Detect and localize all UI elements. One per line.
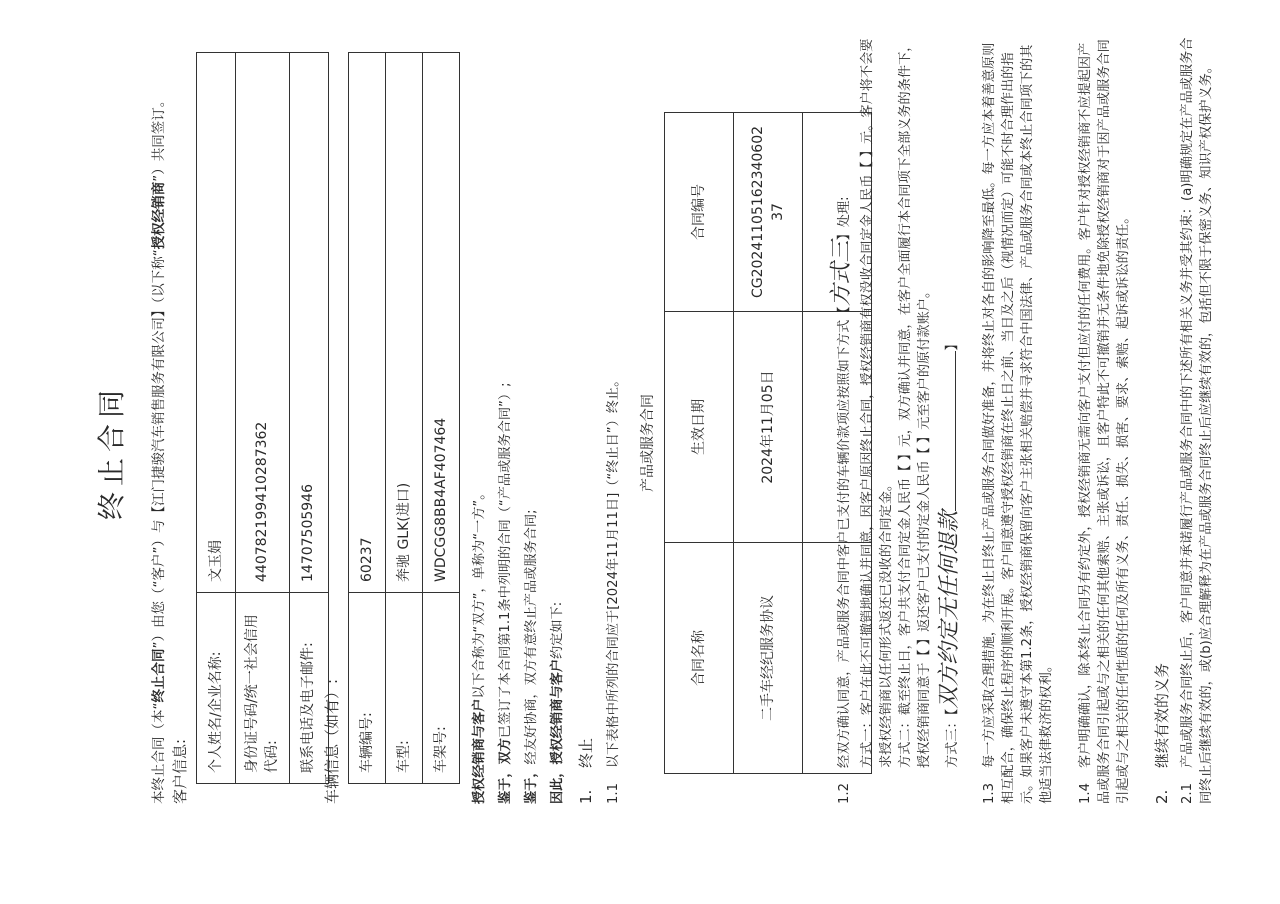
intro-text-2: ”）由您（“客户”）与【江门捷骏汽车销售服务有限公司】（以下称“ — [151, 249, 167, 649]
section-number: 2. — [1153, 789, 1171, 804]
vehicle-label-cell: 车架号: — [423, 593, 460, 784]
table-row — [289, 53, 328, 784]
clause-text: 经双方确认同意，产品或服务合同中客户已支付的车辆价款项应按照如下方式【 — [837, 306, 852, 768]
parties-bold: 鉴于，双方 — [498, 738, 513, 804]
table-caption-row — [632, 113, 665, 774]
option-3-label: 方式三：【 — [945, 708, 961, 768]
clause-text: 每一方应采取合理措施，为在终止日终止产品或服务合同做好准备，并将终止对各自的影响降至最低。每一方应本着善意原则相互配合，确保终止程序的顺利开展。客户同意遵守授权经销商在终止日之前、当日及之后（视情况而定）可能不时合理作出的指示。如果客户未遵守本第1.2条，授权经销商保留向客户主张相关赔偿并寻求符合中国法律、产品或服务合同或本终止合同项下的其他适当法律救济的权利。 — [982, 42, 1055, 804]
document-title: 终止合同 — [95, 384, 128, 521]
fill-in-line — [941, 351, 956, 511]
clause-1-2 — [826, 34, 966, 804]
parties-bold: 授权经销商与客户 — [472, 698, 487, 804]
clause-text: 以下表格中所列的合同应于[2024年11月11日]（“终止日”）终止。 — [606, 373, 621, 768]
table-cell: CG20241105162340602 37 — [734, 113, 803, 312]
parties-bold: 鉴于， — [524, 764, 539, 804]
parties-text: 已签订了本合同第1.1条中列明的合同（“产品或服务合同”）; — [498, 382, 513, 739]
intro-bold-2: 授权经销商 — [151, 181, 167, 250]
parties-text: 经友好协商，双方有意终止产品或服务合同; — [524, 509, 539, 765]
table-cell: 2024年11月05日 — [734, 312, 803, 543]
parties-line-1 — [470, 34, 489, 804]
clause-number: 2.1 — [1180, 783, 1195, 804]
clause-1-3 — [980, 34, 1057, 804]
customer-info-table — [196, 52, 329, 784]
section-2-heading — [1152, 34, 1174, 804]
parties-line-3 — [522, 34, 541, 804]
table-caption: 产品或服务合同 — [640, 394, 656, 492]
option-3-end: 】 — [945, 337, 961, 351]
section-title: 继续有效的义务 — [1153, 662, 1171, 768]
vehicle-label-cell: 车型: — [386, 593, 423, 784]
handwritten-choice: 方式三 — [829, 240, 854, 307]
vehicle-value-cell: WDCGG8BB4AF407464 — [423, 53, 460, 593]
parties-line-4 — [548, 34, 567, 804]
clause-text: 产品或服务合同终止后，客户同意并承诺履行产品或服务合同中的下述所有相关义务并受其约束：(a)明确规定在产品或服务合同终止后继续有效的，或(b)应合理解释为在产品或服务合同终止后应继续有效的，包括但不限于保密义务、知识产权保护义务。 — [1180, 37, 1215, 804]
clause-number: 1.4 — [1078, 783, 1093, 804]
table-row — [423, 53, 460, 784]
customer-label-cell: 个人姓名/企业名称: — [197, 593, 236, 784]
clause-1-2-lead — [826, 34, 858, 804]
clause-2-1 — [1178, 34, 1216, 804]
clause-1-1 — [604, 34, 623, 804]
intro-text-3: ”）共同签订。 — [151, 93, 167, 182]
section-1-heading — [576, 34, 598, 804]
clause-number: 1.1 — [606, 783, 621, 804]
intro-paragraph — [150, 44, 170, 804]
table-row — [386, 53, 423, 784]
option-1: 方式一：客户在此不可撤销地确认并同意，因客户原因终止合同，授权经销商有权没收合同定金人民币【 】元。客户将不会要求授权经销商以任何形式返还已没收的合同定金。 — [859, 38, 895, 768]
intro-bold-1: 终止合同 — [151, 648, 167, 703]
vehicle-info-table — [348, 52, 460, 784]
table-header-row — [665, 113, 734, 774]
handwritten-option-3: 双方约定无任何退款 — [937, 510, 963, 709]
table-row — [197, 53, 236, 784]
vehicle-label-cell: 车辆编号: — [349, 593, 386, 784]
table-row — [734, 113, 803, 774]
customer-value-cell: 14707505946 — [289, 53, 328, 593]
table-row — [236, 53, 290, 784]
intro-text-1: 本终止合同（本“ — [151, 702, 167, 804]
option-2: 方式二：截至终止日，客户共支付合同定金人民币【 】元，双方确认并同意，在客户全面履行本合同项下全部义务的条件下，授权经销商同意于【 】返还客户已支付的定金人民币【 】元至客户的原付款账户。 — [898, 38, 933, 768]
parties-text: 约定如下: — [550, 601, 565, 659]
option-3 — [934, 34, 966, 804]
table-cell: 二手车经纪服务协议 — [734, 543, 803, 774]
clause-1-4 — [1076, 34, 1133, 804]
parties-text: 以下合称为“双方”，单称为“一方”。 — [472, 486, 487, 699]
table-row — [349, 53, 386, 784]
customer-label-cell: 身份证号码/统一社会信用代码: — [236, 593, 290, 784]
customer-label-cell: 联系电话及电子邮件: — [289, 593, 328, 784]
parties-bold: 因此，授权经销商与客户 — [550, 658, 565, 804]
customer-info-heading: 客户信息: — [171, 738, 189, 804]
table-header-cell: 合同编号 — [665, 113, 734, 312]
vehicle-value-cell: 60237 — [349, 53, 386, 593]
table-header-cell: 生效日期 — [665, 312, 734, 543]
clause-text: 客户明确确认，除本终止合同另有约定外，授权经销商无需向客户支付但应付的任何费用。客户针对授权经销商不应提起因产品或服务合同引起或与之相关的任何其他索赔、主张或诉讼，且客户特此不可撤销并无条件地免除授权经销商对于因产品或服务合同引起或与之相关的任何性质的任何及所有义务、责任、损失、损害、要求、索赔、起诉或诉讼的责任。 — [1078, 39, 1132, 804]
clause-text: 】处理: — [837, 196, 852, 241]
vehicle-value-cell: 奔驰 GLK(进口) — [386, 53, 423, 593]
clause-number: 1.3 — [982, 783, 997, 804]
clause-number: 1.2 — [837, 783, 852, 804]
section-title: 终止 — [577, 737, 595, 768]
customer-value-cell: 440782199410287362 — [236, 53, 290, 593]
parties-line-2 — [496, 34, 515, 804]
table-header-cell: 合同名称 — [665, 543, 734, 774]
section-number: 1. — [577, 789, 595, 804]
vehicle-info-heading: 车辆信息（如有）: — [323, 678, 341, 804]
customer-value-cell: 文玉娟 — [197, 53, 236, 593]
